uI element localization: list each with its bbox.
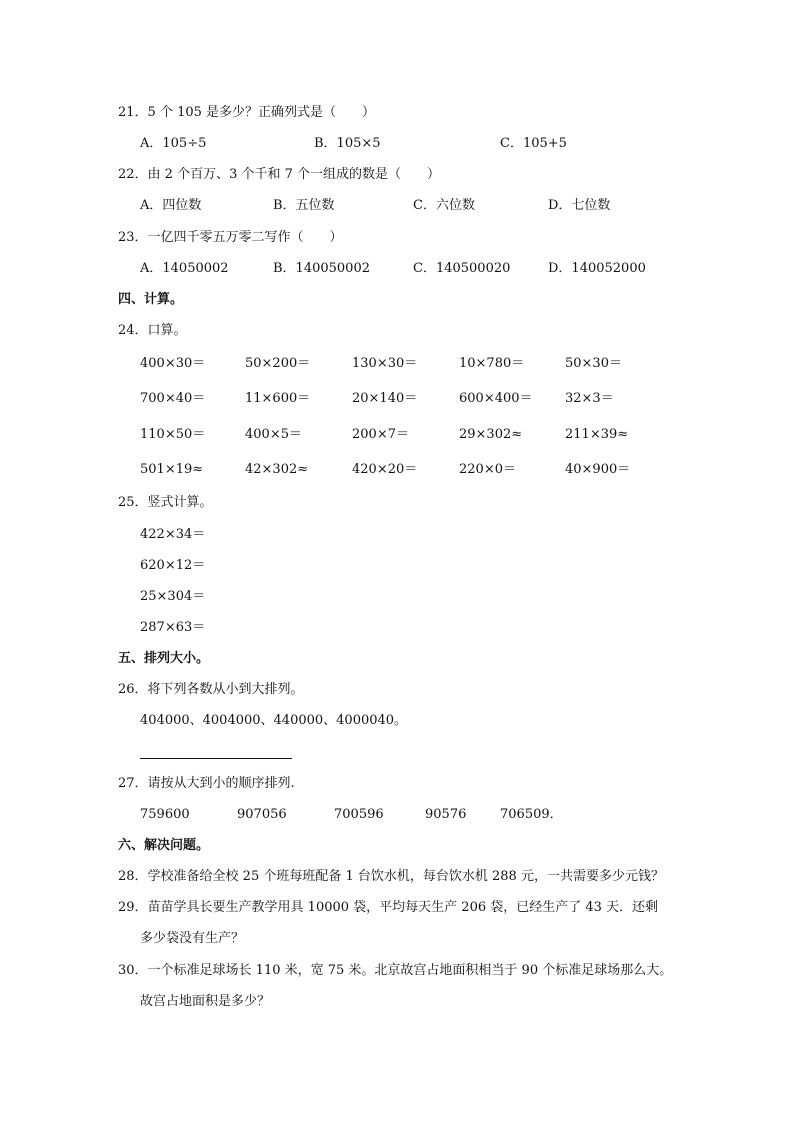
section-4-title: 四、计算。 xyxy=(118,292,184,307)
vertical-calc-item: 287×63＝ xyxy=(140,620,206,635)
calc-item: 600×400＝ xyxy=(459,391,533,406)
calc-item: 10×780＝ xyxy=(459,356,525,371)
calc-item: 40×900＝ xyxy=(565,462,631,477)
question-24: 24．口算。 xyxy=(118,323,187,338)
calc-item: 501×19≈ xyxy=(140,462,204,477)
calc-item: 400×30＝ xyxy=(140,356,206,371)
q27-number: 759600 xyxy=(140,807,190,822)
calc-item: 211×39≈ xyxy=(565,427,629,442)
calc-item: 400×5＝ xyxy=(245,427,302,442)
q27-number: 706509． xyxy=(500,807,563,822)
q22-option-a: A．四位数 xyxy=(140,198,202,213)
question-30-line-2: 故宫占地面积是多少？ xyxy=(140,994,271,1009)
calc-item: 700×40＝ xyxy=(140,391,206,406)
calc-item: 220×0＝ xyxy=(459,462,516,477)
q23-option-c: C．140500020 xyxy=(413,261,511,276)
section-6-title: 六、解决问题。 xyxy=(118,838,210,853)
calc-item: 200×7＝ xyxy=(352,427,409,442)
calc-item: 42×302≈ xyxy=(245,462,309,477)
calc-item: 110×50＝ xyxy=(140,427,206,442)
q21-option-b: B．105×5 xyxy=(314,136,381,151)
q23-option-a: A．14050002 xyxy=(140,261,229,276)
q22-option-c: C．六位数 xyxy=(413,198,475,213)
vertical-calc-item: 620×12＝ xyxy=(140,558,206,573)
q27-number: 90576 xyxy=(425,807,467,822)
question-29-line-1: 29．苗苗学具长要生产教学用具 10000 袋，平均每天生产 206 袋，已经生产了 43 天．还剩 xyxy=(118,900,659,915)
vertical-calc-item: 422×34＝ xyxy=(140,527,206,542)
q21-option-c: C．105+5 xyxy=(500,136,567,151)
question-22: 22．由 2 个百万、3 个千和 7 个一组成的数是（ ） xyxy=(118,167,441,182)
vertical-calc-item: 25×304＝ xyxy=(140,589,206,604)
calc-item: 32×3＝ xyxy=(565,391,614,406)
calc-item: 50×30＝ xyxy=(565,356,622,371)
q23-option-d: D．140052000 xyxy=(548,261,646,276)
question-25: 25．竖式计算。 xyxy=(118,495,213,510)
section-5-title: 五、排列大小。 xyxy=(118,651,210,666)
calc-item: 130×30＝ xyxy=(352,356,418,371)
calc-item: 11×600＝ xyxy=(245,391,311,406)
q21-option-a: A．105÷5 xyxy=(140,136,207,151)
q23-option-b: B．140050002 xyxy=(273,261,370,276)
question-29-line-2: 多少袋没有生产？ xyxy=(140,931,245,946)
question-27: 27．请按从大到小的顺序排列. xyxy=(118,776,295,791)
question-26: 26．将下列各数从小到大排列。 xyxy=(118,682,304,697)
question-28: 28．学校准备给全校 25 个班每班配备 1 台饮水机，每台饮水机 288 元，一共需要多少元钱？ xyxy=(118,869,664,884)
q26-numbers: 404000、4004000、440000、4000040。 xyxy=(140,713,408,728)
question-30-line-1: 30．一个标准足球场长 110 米，宽 75 米。北京故宫占地面积相当于 90 个标准足球场那么大。 xyxy=(118,963,673,978)
question-21: 21．5 个 105 是多少？正确列式是（ ） xyxy=(118,105,376,120)
calc-item: 50×200＝ xyxy=(245,356,311,371)
calc-item: 20×140＝ xyxy=(352,391,418,406)
question-23: 23．一亿四千零五万零二写作（ ） xyxy=(118,230,343,245)
q22-option-b: B．五位数 xyxy=(273,198,335,213)
calc-item: 29×302≈ xyxy=(459,427,523,442)
calc-item: 420×20＝ xyxy=(352,462,418,477)
q27-number: 907056 xyxy=(237,807,287,822)
q22-option-d: D．七位数 xyxy=(548,198,611,213)
q27-number: 700596 xyxy=(334,807,384,822)
answer-blank-line xyxy=(140,758,292,759)
